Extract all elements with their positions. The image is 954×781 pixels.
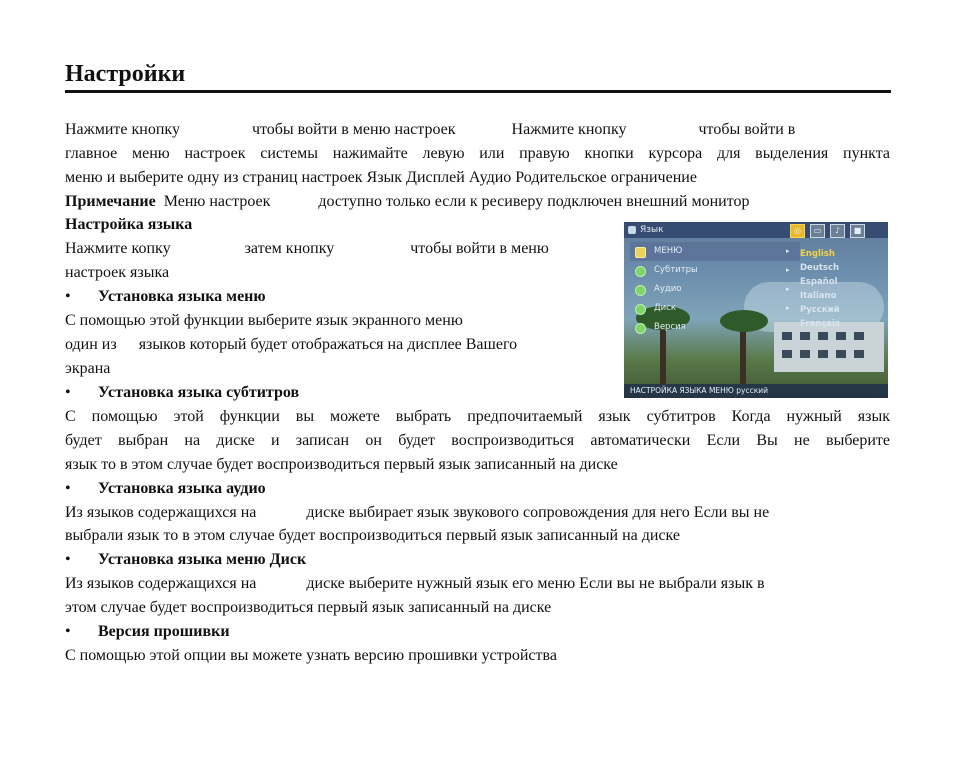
lang-line-1 [65,237,616,261]
note-text: доступно только если к ресиверу подключен внешний монитор [318,193,750,210]
subtitle-line-2: будет выбран на диске и записан он будет воспроизводиться автоматически Если Вы не выберите [65,432,890,449]
osd-item-label: Версия [654,322,686,332]
bullet-icon: • [65,551,71,568]
osd-status-bar: НАСТРОЙКА ЯЗЫКА МЕНЮ русский [624,384,888,398]
osd-item-subtitles [630,261,800,280]
heading-menu-language: Установка языка меню [98,288,266,305]
menu-lang-line-2 [65,333,616,357]
audio-text: Из языков содержащихся на [65,504,257,521]
audio-line-2: выбрали язык то в этом случае будет воспроизводиться первый язык записанный на диске [65,527,681,544]
arrow-right-icon: ▸ [786,247,790,255]
osd-window [782,350,792,358]
osd-item-icon [635,247,646,258]
osd-item-label: Диск [654,303,676,313]
section-heading-language: Настройка языка [65,216,193,233]
bullet-icon: • [65,623,71,640]
heading-firmware-version: Версия прошивки [98,623,230,640]
note-text: Меню настроек [163,193,271,210]
disc-line-1 [65,572,890,596]
language-tab-icon: ◎ [790,224,805,238]
lang-line-2: настроек языка [65,264,170,281]
lang-text: чтобы войти в меню [410,240,549,257]
osd-top-bar [624,222,888,238]
heading-subtitle-language: Установка языка субтитров [98,384,300,401]
bullet-icon: • [65,480,71,497]
osd-item-menu [630,242,800,261]
menu-lang-text: языков который будет отображаться на дисплее Вашего [138,336,518,353]
osd-window [800,350,810,358]
osd-item-icon [635,285,646,296]
osd-item-disc [630,299,800,318]
intro-line-1 [65,118,890,142]
subtitle-line-1: С помощью этой функции вы можете выбрать предпочитаемый язык субтитров Когда нужный язык [65,408,890,425]
osd-menu-list [630,242,800,346]
note-label: Примечание [65,193,156,210]
osd-item-label: Субтитры [654,265,698,275]
heading-disc-menu-language: Установка языка меню Диск [98,551,307,568]
bullet-icon: • [65,288,71,305]
subtitle-line-3: язык то в этом случае будет воспроизводиться первый язык записанный на диске [65,456,618,473]
audio-text: диске выбирает язык звукового сопровождения для него Если вы не [306,504,770,521]
osd-window [836,332,846,340]
page-title: Настройки [65,58,891,93]
heading-audio-language: Установка языка аудио [98,480,266,497]
intro-text: Нажмите кнопку [511,121,627,138]
osd-screenshot [624,222,888,398]
display-tab-icon: ▭ [810,224,825,238]
osd-window [854,332,864,340]
intro-line-3: меню и выберите одну из страниц настроек Язык Дисплей Аудио Родительское ограничение [65,169,697,186]
arrow-right-icon: ▸ [786,266,790,274]
osd-option-italiano: Italiano [800,291,837,301]
osd-item-label: Аудио [654,284,682,294]
intro-line-2: главное меню настроек системы нажимайте левую или правую кнопки курсора для выделения пункта [65,145,890,162]
audio-line-1 [65,501,890,525]
intro-text: чтобы войти в [698,121,796,138]
osd-window [800,332,810,340]
osd-item-icon [635,266,646,277]
osd-window [854,350,864,358]
menu-lang-line-3: экрана [65,360,111,377]
osd-item-icon [635,323,646,334]
parental-lock-tab-icon: ■ [850,224,865,238]
osd-top-label: Язык [640,225,664,235]
osd-option-russian: Русский [800,305,840,315]
menu-lang-text: один из [65,336,117,353]
osd-window [818,332,828,340]
audio-tab-icon: ♪ [830,224,845,238]
globe-icon [628,226,636,234]
osd-option-francais: Français [800,319,840,329]
osd-option-espanol: Español [800,277,838,287]
osd-window [818,350,828,358]
osd-item-version [630,318,800,337]
note-line [65,190,890,214]
intro-text: Нажмите кнопку [65,121,180,138]
osd-item-audio [630,280,800,299]
osd-option-english: English [800,249,835,259]
disc-line-2: этом случае будет воспроизводиться первый язык записанный на диске [65,599,552,616]
osd-language-options [800,247,880,331]
menu-lang-line-1: С помощью этой функции выберите язык экранного меню [65,312,463,329]
osd-item-label: МЕНЮ [654,246,683,256]
disc-text: диске выберите нужный язык его меню Если вы не выбрали язык в [306,575,765,592]
intro-text: чтобы войти в меню настроек [251,121,456,138]
osd-item-icon [635,304,646,315]
lang-text: Нажмите копку [65,240,171,257]
arrow-right-icon: ▸ [786,304,790,312]
lang-text: затем кнопку [244,240,335,257]
arrow-right-icon: ▸ [786,285,790,293]
disc-text: Из языков содержащихся на [65,575,257,592]
osd-window [836,350,846,358]
bullet-icon: • [65,384,71,401]
firmware-line-1: С помощью этой опции вы можете узнать версию прошивки устройства [65,647,557,664]
osd-option-deutsch: Deutsch [800,263,840,273]
